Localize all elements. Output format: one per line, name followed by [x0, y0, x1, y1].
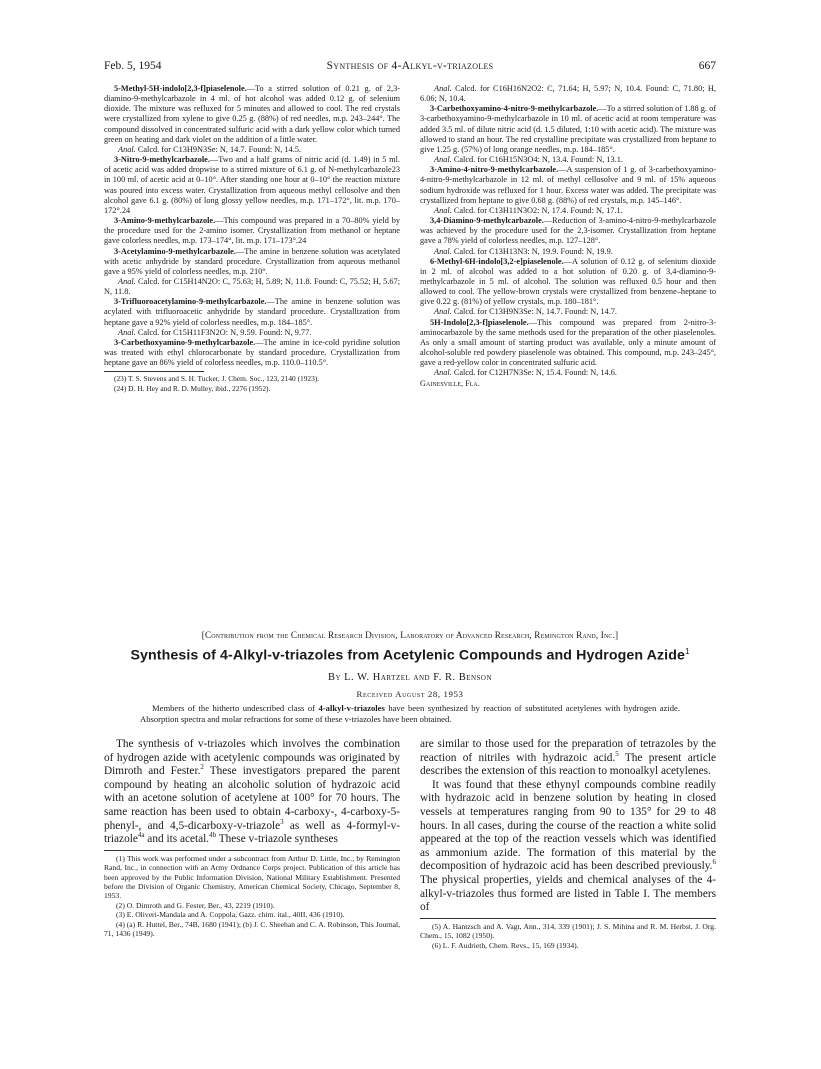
experimental-right-column: [420, 84, 716, 389]
body-text: The synthesis of v-triazoles which involves the combination of hydrogen azide with acetylenic compounds was originated by Dimroth and Fester.: [104, 738, 400, 778]
paragraph-indolo-piaselenole: [420, 318, 716, 369]
footnote-24: (24) D. H. Hey and R. D. Mulley, ibid., 2276 (1952).: [114, 383, 271, 393]
paragraph-carbethoxyamino: [104, 338, 400, 368]
analysis-label: Anal.: [118, 144, 136, 154]
analysis-text: Calcd. for C13H9N3Se: N, 14.7. Found: N, 14.7.: [453, 307, 617, 317]
analysis-text: Calcd. for C16H16N2O2: C, 71.64; H, 5.97; N, 10.4. Found: C, 71.80; H, 6.06; N, 10.4.: [420, 84, 716, 104]
paragraph-text: —A suspension of 1 g. of 3-carbethoxyamino-4-nitro-9-methylcarbazole in 12 ml. of methyl cellosolve and 9 ml. of 15% aqueous sodium hydroxide was refluxed for 1 hour. Excess water was added. The precipitate was crystallized from heptane to give 0.68 g. (88%) of red crystals, m.p. 145–146°.: [420, 165, 716, 205]
paragraph-text: —This compound was prepared in a 70–80% yield by the procedure used for the 2-amino isomer. Crystallization from methanol or heptane gave colorless needles, m.p. 173–174°, lit. m.p. 171–173°.24: [104, 216, 400, 246]
analysis-line: [104, 277, 400, 297]
analysis-text: Calcd. for C13H13N3: N, 19.9. Found: N, 19.9.: [453, 246, 613, 256]
body-text: as well as 4-formyl-v-triazole: [104, 819, 400, 846]
article-authors: By L. W. Hartzel and F. R. Benson: [327, 672, 493, 683]
header-page-number: 667: [698, 60, 716, 72]
footnote-ref: 5: [615, 749, 619, 758]
footnote-ref: 4b: [209, 831, 217, 840]
analysis-label: Anal.: [434, 368, 452, 378]
analysis-line: [420, 206, 716, 216]
analysis-text: Calcd. for C12H7N3Se: N, 15.4. Found: N, 14.6.: [453, 368, 617, 378]
footnote-ref: 3: [280, 817, 284, 826]
analysis-label: Anal.: [434, 205, 452, 215]
analysis-line: [104, 328, 400, 338]
paragraph-text: —To a stirred solution of 0.21 g. of 2,3-diamino-9-methylcarbazole in 4 ml. of hot alcohol was added 0.12 g. of selenium dioxide. The mixture was refluxed for 5 minutes and allowed to cool. The red crystals were crystallized from xylene to give 0.25 g. (88%) of red needles, m.p. 243–244°. The compound dissolved in concentrated sulfuric acid with a dark yellow color which turned green on heating and dark violet on the addition of a little water.: [104, 84, 400, 144]
paragraph-text: —This compound was prepared from 2-nitro-3-aminocarbazole by the same methods used for the preparation of the other piaselenoles. As only a small amount of starting product was available, only a minute amount of alcohol-soluble red powdery piaselenole was obtained. This compound, m.p. 243–245°, gave a red-yellow color in concentrated sulfuric acid.: [420, 317, 716, 368]
footnote-ref: 4a: [137, 831, 145, 840]
paragraph-text: —Two and a half grams of nitric acid (d. 1.49) in 5 ml. of acetic acid was added dropwise to a stirred mixture of 6.1 g. of N-methylcarbazole23 in 100 ml. of acetic acid at 0–10°. After standing one hour at 0–10° the reaction mixture was poured into excess water. Crystallization from aqueous methyl cellosolve and then alcohol gave 6.1 g. (80%) of long glossy yellow needles, m.p. 171–172°, lit. m.p. 170–172°.24: [104, 155, 400, 215]
analysis-label: Anal.: [434, 155, 452, 165]
body-paragraph: [420, 738, 716, 779]
analysis-text: Calcd. for C16H15N3O4: N, 13.4. Found: N, 13.1.: [453, 155, 623, 165]
compound-name: 5-Methyl-5H-indolo[2,3-f]piaselenole.: [114, 84, 247, 93]
footnote-divider: [104, 850, 400, 851]
paragraph-trifluoroacetylamino: [104, 297, 400, 327]
analysis-label: Anal.: [118, 327, 136, 337]
analysis-line: [420, 84, 716, 104]
paragraph-text: —To a stirred solution of 1.88 g. of 3-carbethoxyamino-9-methylcarbazole in 10 ml. of acetic acid at room temperature was added 3.5 ml. of dilute nitric acid (d. 1.5 diluted, 1:10 with acetic acid). The mixture was allowed to stand an hour. The red crystalline precipitate was crystallized from heptane to give 1.25 g. (57%) of long orange needles, m.p. 184–185°.: [420, 104, 716, 154]
abstract-text: have been synthesized by reaction of substituted acetylenes with hydrogen azide. Absorption spectra and molar refractions for some of these v-triazoles have been obtained.: [140, 703, 680, 724]
analysis-label: Anal.: [434, 246, 452, 256]
abstract-text: Members of the hitherto undescribed class of: [152, 703, 319, 713]
analysis-text: Calcd. for C13H11N3O2: N, 17.4. Found: N, 17.1.: [453, 205, 623, 215]
analysis-text: Calcd. for C13H9N3Se: N, 14.7. Found: N, 14.5.: [137, 144, 301, 154]
body-text: The physical properties, yields and chemical analyses of the 4-alkyl-v-triazoles thus formed are listed in Table I. The members of: [420, 873, 716, 914]
paragraph-text: —The amine in benzene solution was acylated with trifluoroacetic anhydride by standard procedure. Crystallization from heptane gave a 92% yield of colorless needles, m.p. 184–185°.: [104, 297, 400, 327]
footnote-5: (5) A. Hantzsch and A. Vagt, Ann., 314, 339 (1901); J. S. Mihina and R. M. Herbst, J. Org. Chem., 15, 1082 (1950).: [420, 921, 716, 941]
analysis-line: [420, 368, 716, 378]
compound-name: 5H-Indolo[2,3-f]piaselenole.: [430, 317, 529, 327]
footnote-ref: 6: [712, 858, 716, 867]
article-title-text: Synthesis of 4-Alkyl-v-triazoles from Acetylenic Compounds and Hydrogen Azide: [130, 647, 685, 664]
paragraph-methyl-indolo-e: [420, 257, 716, 308]
article-title: [104, 647, 716, 664]
analysis-text: Calcd. for C15H14N2O: C, 75.63; H, 5.89; N, 11.8. Found: C, 75.52; H, 5.67; N, 11.8.: [104, 276, 401, 297]
analysis-line: [420, 247, 716, 257]
abstract-bold-term: 4-alkyl-v-triazoles: [318, 703, 385, 713]
compound-name: 3-Carbethoxyamino-9-methylcarbazole.: [114, 337, 256, 347]
paragraph-methyl-indolo-piaselenole: [104, 84, 400, 145]
footnote-23: (23) T. S. Stevens and S. H. Tucker, J. Chem. Soc., 123, 2140 (1923).: [114, 374, 320, 384]
paragraph-text: —A solution of 0.12 g. of selenium dioxide in 2 ml. of alcohol was added to a hot solution of 0.20 g. of 3,4-diamino-9-methylcarbazole in 5 ml. of alcohol. The solution was refluxed 0.5 hour and then allowed to cool. The yellow-brown crystals were crystallized from benzene–heptane to give 0.22 g. (81%) of yellow crystals, m.p. 180–181°.: [420, 256, 716, 307]
paragraph-diamino: [420, 216, 716, 246]
footnote-2: (2) O. Dimroth and G. Fester, Ber., 43, 2219 (1910).: [116, 900, 275, 910]
footnote-divider: [420, 918, 716, 919]
body-text: It was found that these ethynyl compounds combine readily with hydrazoic acid in benzene solution by heating in closed vessels at temperatures ranging from 90 to 135° for 29 to 48 hours. In all cases, during the course of the reaction a white solid appeared at the top of the reaction vessels which was identified as ammonium azide. The formation of this material by the decomposition of hydrazoic acid has been described previously.: [420, 778, 716, 873]
body-text: The present article describes the extension of this reaction to monoalkyl acetylenes.: [420, 751, 716, 778]
paragraph-text: —Reduction of 3-amino-4-nitro-9-methylcarbazole was achieved by the procedure used for the 2,3-isomer. Crystallization from heptane gave a 78% yield of colorless needles, m.p. 127–128°.: [420, 216, 716, 246]
analysis-label: Anal.: [118, 276, 136, 286]
body-text: These investigators prepared the parent compound by heating an alcoholic solution of hydrazoic acid with an acetone solution of acetylene at 100° for 70 hours. The same reaction has been used to obtain 4-carboxy-, 4-carboxy-5-phenyl-, and 4,5-dicarboxy-v-triazole: [104, 765, 400, 832]
author-location: Gainesville, Fla.: [420, 378, 480, 388]
body-text: are similar to those used for the preparation of tetrazoles by the reaction of nitriles with hydrazoic acid.: [420, 738, 716, 764]
compound-name: 6-Methyl-6H-indolo[3,2-e]piaselenole.: [430, 256, 564, 266]
footnote-6: (6) L. F. Audrieth, Chem. Revs., 15, 169 (1934).: [432, 940, 579, 950]
paragraph-carbethoxyamino-nitro: [420, 104, 716, 155]
footnote-1: (1) This work was performed under a subcontract from Arthur D. Little, Inc., by Remington Rand, Inc., in connection with an Army Ordnance Corps project. Publication of this article has been approved by the Public Information Division, National Military Establishment. Presented before the Division of Organic Chemistry, American Chemical Society, Chicago, September 8, 1953.: [104, 853, 400, 901]
analysis-text: Calcd. for C15H11F3N2O: N, 9.59. Found: N, 9.77.: [137, 327, 312, 337]
compound-name: 3-Amino-4-nitro-9-methylcarbazole.: [430, 165, 559, 175]
body-text: These v-triazole syntheses: [216, 833, 338, 846]
body-text: and its acetal.: [144, 833, 210, 846]
compound-name: 3-Acetylamino-9-methylcarbazole.: [114, 246, 236, 256]
paragraph-amino-nitro: [420, 165, 716, 206]
compound-name: 3-Trifluoroacetylamino-9-methylcarbazole.: [114, 297, 267, 307]
contribution-line: [Contribution from the Chemical Research Division, Laboratory of Advanced Research, Remington Rand, Inc.]: [201, 630, 619, 640]
paragraph-acetylamino-methylcarbazole: [104, 247, 400, 277]
footnote-4: (4) (a) R. Huttel, Ber., 74B, 1680 (1941); (b) J. C. Sheehan and C. A. Robinson, This Journal, 71, 1436 (1949).: [104, 919, 400, 938]
paragraph-text: —The amine in benzene solution was acetylated with acetic anhydride by standard procedure. Crystallization from aqueous methanol gave a 95% yield of colorless needles, m.p. 210°.: [104, 246, 400, 276]
page-header: [104, 60, 716, 76]
body-paragraph: [104, 738, 400, 847]
header-running-title: Synthesis of 4-Alkyl-v-triazoles: [326, 60, 494, 72]
analysis-label: Anal.: [434, 84, 452, 93]
experimental-left-column: [104, 84, 400, 393]
footnote-ref: 2: [200, 763, 204, 772]
analysis-label: Anal.: [434, 307, 452, 317]
header-date: Feb. 5, 1954: [104, 60, 162, 72]
paragraph-amino-methylcarbazole: [104, 216, 400, 246]
received-date: Received August 28, 1953: [356, 689, 464, 699]
title-footnote-mark: 1: [684, 647, 690, 656]
compound-name: 3-Carbethoxyamino-4-nitro-9-methylcarbazole.: [430, 104, 599, 114]
analysis-line: [420, 155, 716, 165]
compound-name: 3,4-Diamino-9-methylcarbazole.: [430, 216, 544, 226]
paragraph-nitro-methylcarbazole: [104, 155, 400, 216]
footnote-divider: [104, 371, 204, 372]
analysis-line: [420, 307, 716, 317]
article-abstract: [140, 703, 680, 724]
analysis-line: [104, 145, 400, 155]
paragraph-text: —The amine in ice-cold pyridine solution was treated with ethyl chlorocarbonate by standard procedure. Crystallization from heptane gave an 86% yield of colorless needles, m.p. 110.0–110.5°.: [104, 337, 400, 368]
footnote-3: (3) E. Oliveri-Mandala and A. Coppola, Gazz. chim. ital., 40II, 436 (1910).: [116, 910, 345, 920]
body-right-column: [420, 738, 716, 950]
compound-name: 3-Nitro-9-methylcarbazole.: [114, 155, 210, 165]
compound-name: 3-Amino-9-methylcarbazole.: [114, 216, 216, 226]
body-left-column: [104, 738, 400, 938]
body-paragraph: [420, 779, 716, 915]
